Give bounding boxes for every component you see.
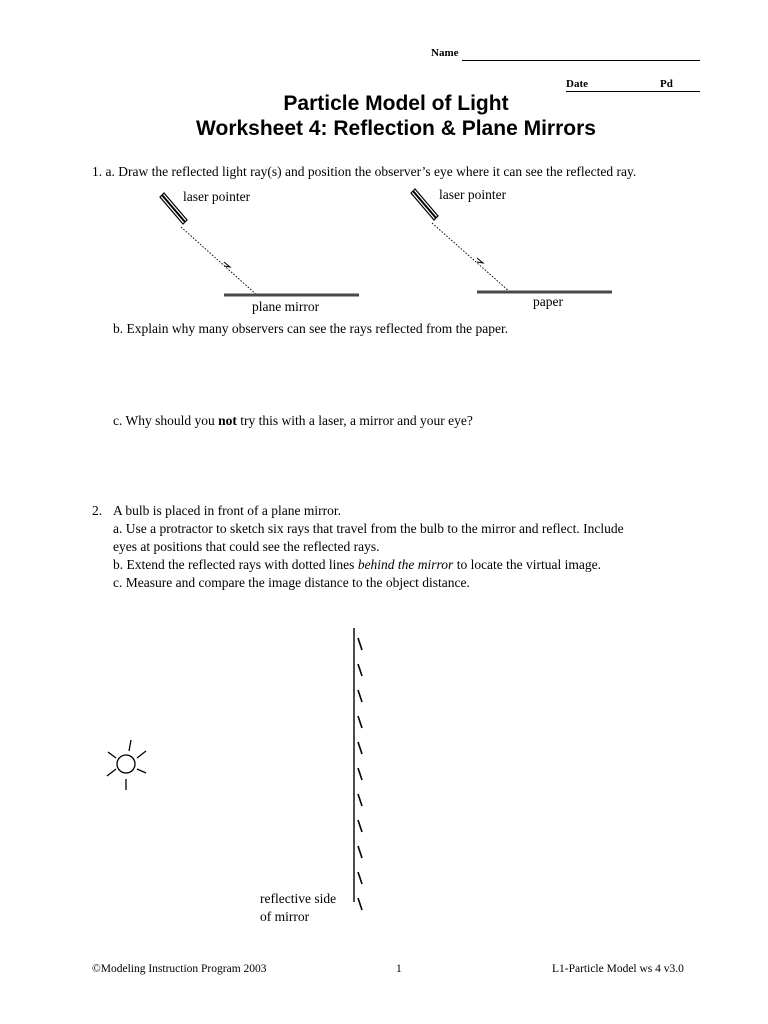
name-label: Name: [431, 47, 459, 59]
q2-number: 2.: [92, 503, 103, 518]
footer-page-number: 1: [396, 963, 402, 975]
plane-mirror-label: plane mirror: [252, 299, 320, 314]
q2-part-c: c. Measure and compare the image distance to the object distance.: [113, 575, 470, 590]
footer-version: L1-Particle Model ws 4 v3.0: [552, 963, 684, 975]
q1-part-b: b. Explain why many observers can see the rays reflected from the paper.: [113, 321, 509, 336]
q1-part-c: c. Why should you not try this with a laser, a mirror and your eye?: [113, 413, 473, 428]
paper-label: paper: [533, 294, 563, 309]
mirror-label-line-2: of mirror: [260, 909, 310, 924]
title-line-2: Worksheet 4: Reflection & Plane Mirrors: [196, 117, 596, 140]
ray-arrow-right: [477, 258, 483, 263]
q2-intro: A bulb is placed in front of a plane mirror.: [113, 503, 341, 518]
laser-ray-left: [181, 227, 258, 296]
q2-part-b: b. Extend the reflected rays with dotted lines behind the mirror to locate the virtual image.: [113, 557, 602, 572]
ray-arrow-left: [224, 262, 230, 267]
period-label: Pd: [660, 78, 673, 90]
laser-pointer-right-icon: [411, 189, 438, 220]
q2-part-a-line-1: a. Use a protractor to sketch six rays that travel from the bulb to the mirror and reflect. Include: [113, 521, 624, 536]
mirror-label-line-1: reflective side: [260, 891, 337, 906]
footer-copyright: ©Modeling Instruction Program 2003: [92, 963, 267, 975]
q2-part-a-line-2: eyes at positions that could see the reflected rays.: [113, 539, 380, 554]
laser-pointer-label-left: laser pointer: [183, 189, 251, 204]
laser-ray-right: [432, 223, 510, 292]
title-line-1: Particle Model of Light: [283, 92, 509, 115]
light-bulb-icon: [107, 740, 146, 790]
q1-part-a: 1. a. Draw the reflected light ray(s) and position the observer’s eye where it can see the reflected ray.: [92, 164, 637, 179]
laser-pointer-label-right: laser pointer: [439, 187, 507, 202]
date-label: Date: [566, 78, 588, 90]
vertical-mirror: [354, 628, 362, 910]
